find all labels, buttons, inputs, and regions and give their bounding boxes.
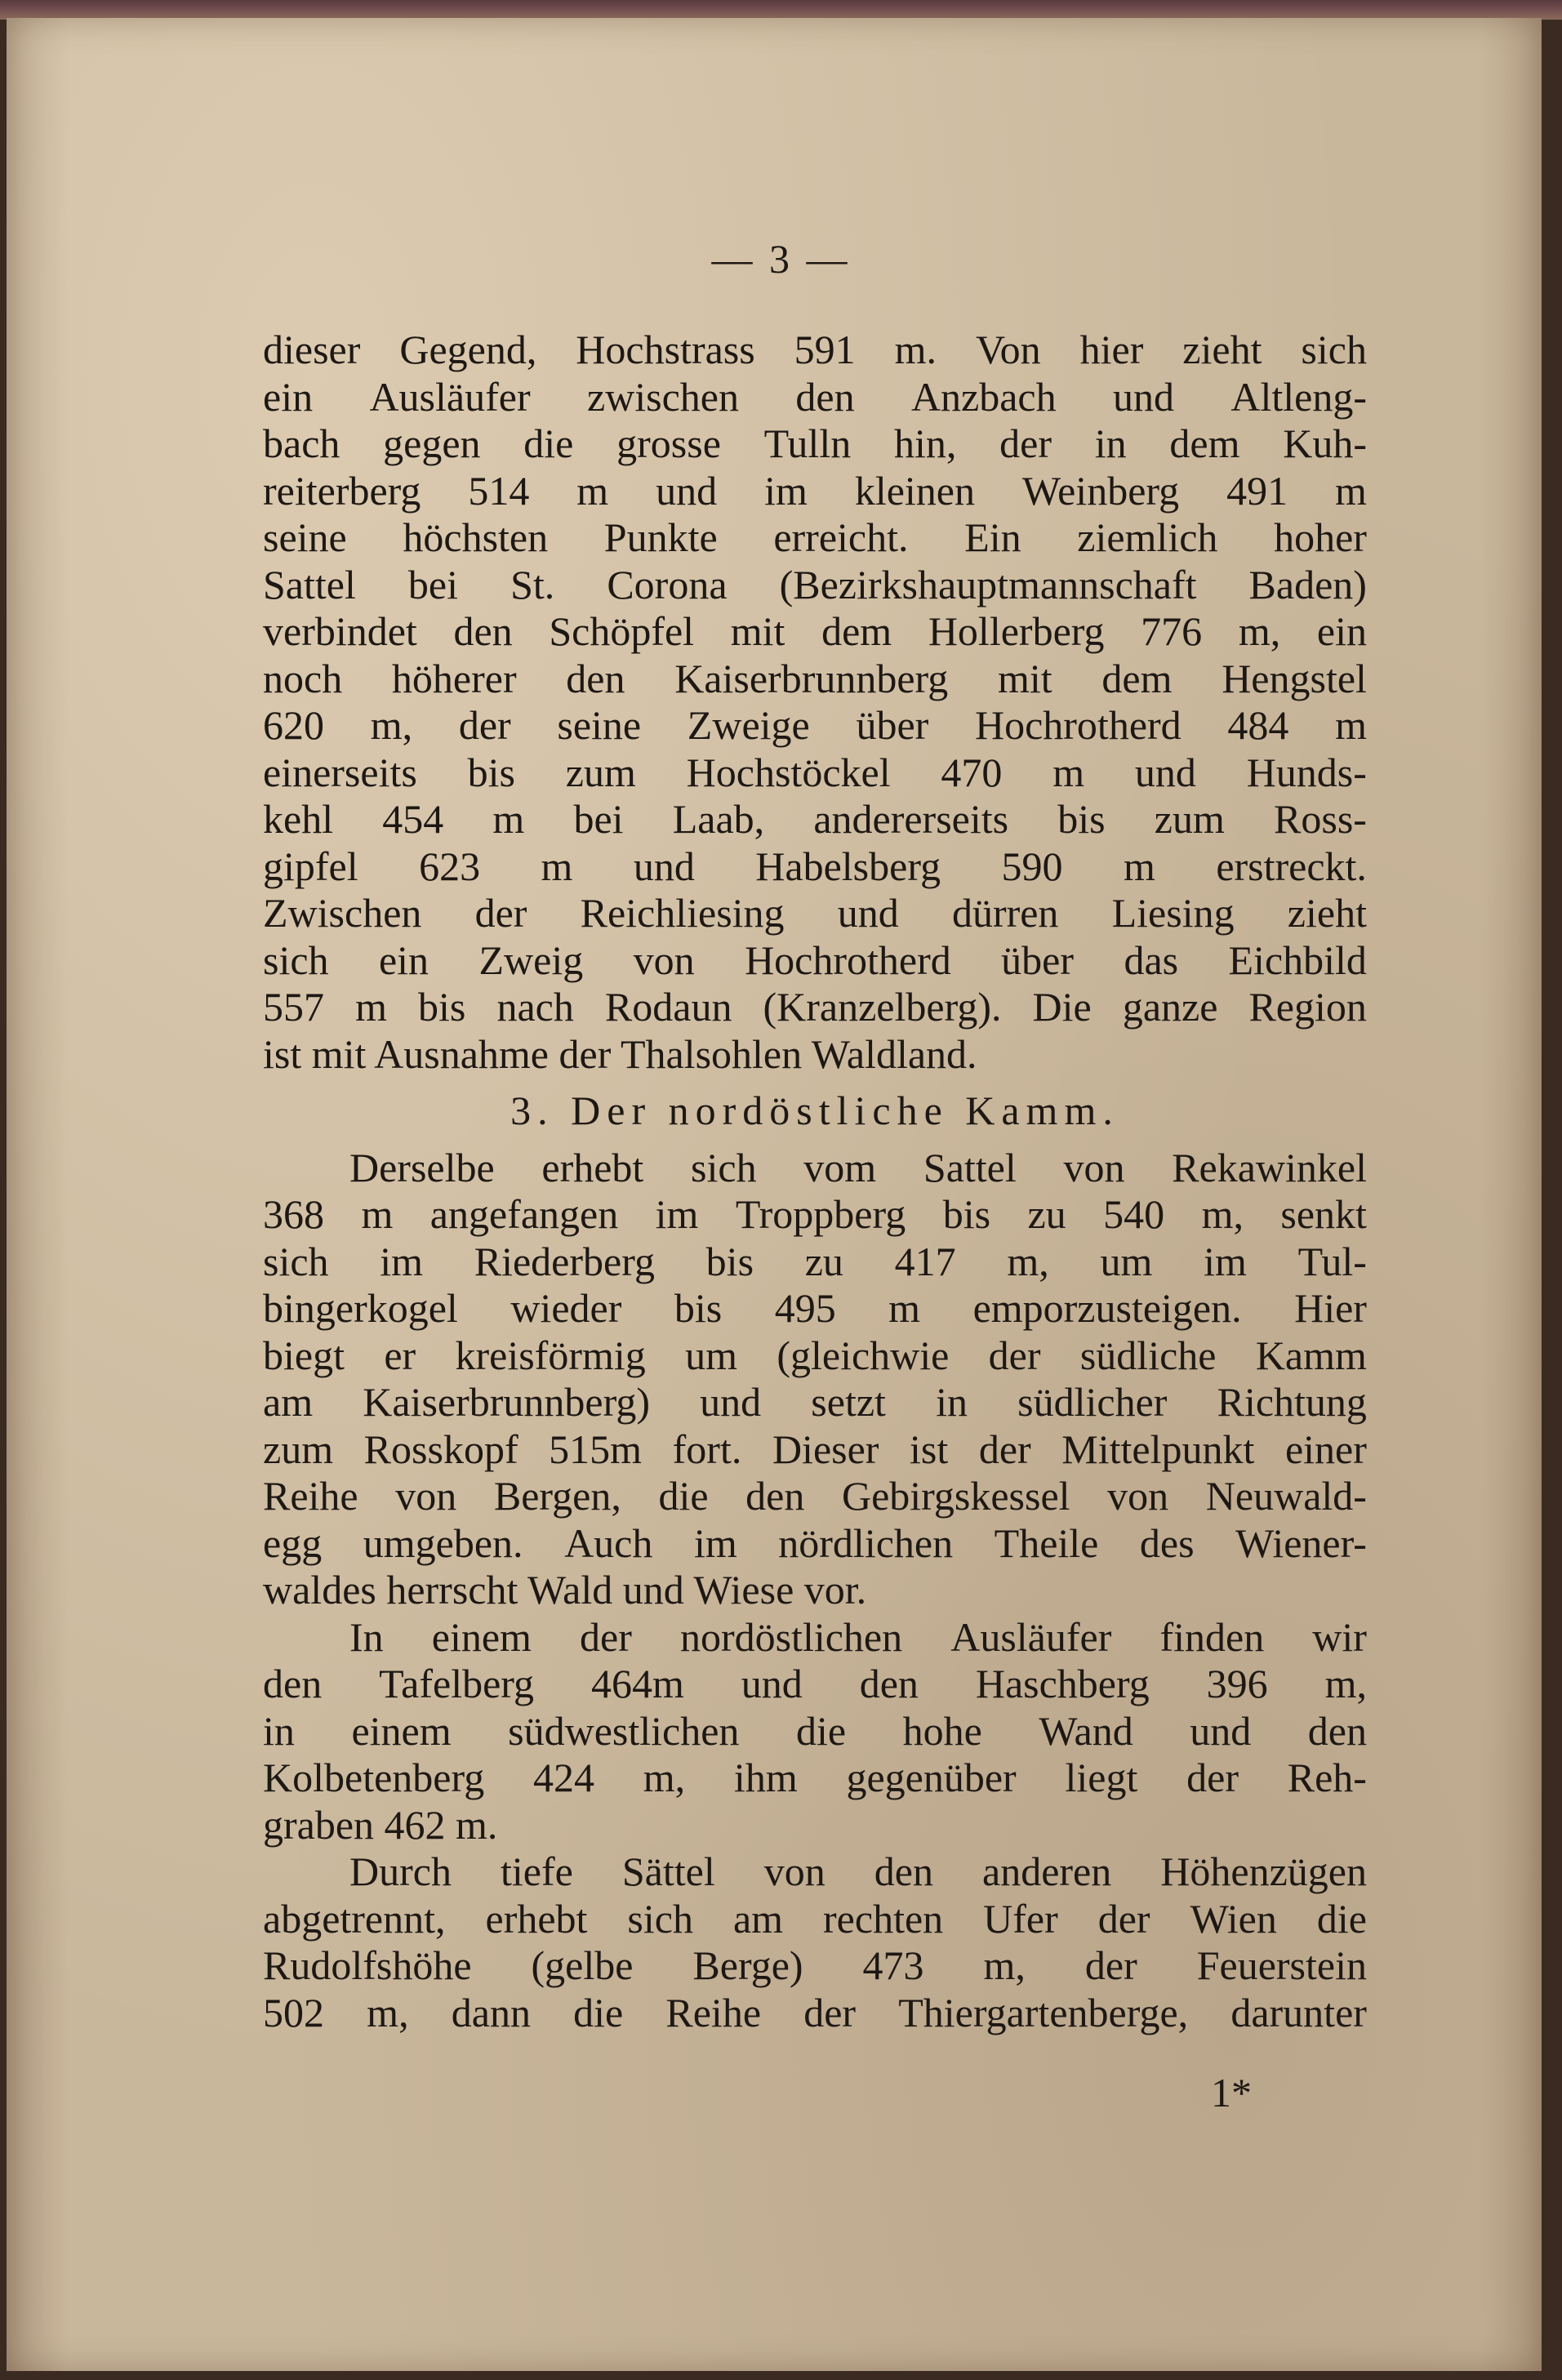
word: seine <box>557 702 642 748</box>
word: Haschberg <box>975 1661 1150 1706</box>
word: Feuerstein <box>1196 1942 1367 1988</box>
signature-mark: 1* <box>1211 2070 1252 2115</box>
word: die <box>1316 1895 1367 1942</box>
word: Richtung <box>1217 1379 1367 1425</box>
word: 470 <box>941 749 1003 795</box>
word: egg <box>263 1519 323 1566</box>
word: kleinen <box>854 467 975 514</box>
word: ist <box>910 1426 949 1472</box>
word: bis <box>942 1191 991 1237</box>
word: bei <box>573 796 624 842</box>
word: bis <box>467 749 515 795</box>
word: hier <box>1079 327 1144 372</box>
word: dürren <box>951 890 1059 936</box>
word: Altleng- <box>1230 373 1367 420</box>
word: den <box>859 1661 919 1706</box>
word: 623 <box>419 843 481 889</box>
word: Auch <box>564 1519 653 1566</box>
word: am <box>263 1379 314 1425</box>
word: umgeben. <box>363 1519 523 1566</box>
word: 454 <box>382 796 444 842</box>
word: (Kranzelberg). <box>763 984 1002 1030</box>
word: und <box>1190 1707 1252 1754</box>
word: grosse <box>616 420 721 466</box>
word: des <box>1139 1519 1195 1566</box>
word: den <box>263 1661 323 1706</box>
word: er <box>384 1332 416 1378</box>
text-line <box>263 514 1367 562</box>
word: Berge) <box>692 1942 803 1988</box>
word: von <box>763 1848 826 1894</box>
body-text <box>263 327 1367 2036</box>
word: ziemlich <box>1077 514 1218 560</box>
word: um <box>685 1332 737 1378</box>
word: verbindet <box>263 608 417 654</box>
text-line <box>263 374 1367 421</box>
word: im <box>380 1238 424 1284</box>
word: Sattel <box>263 561 356 607</box>
text-line <box>263 843 1367 891</box>
word: einem <box>431 1613 532 1660</box>
word: m <box>492 796 525 842</box>
word: bis <box>418 984 466 1030</box>
word: Troppberg <box>735 1191 906 1237</box>
text-line <box>263 702 1367 750</box>
word: Kaiserbrunnberg) <box>363 1379 650 1425</box>
word: 424 <box>532 1755 594 1800</box>
word: Die <box>1032 984 1092 1030</box>
word: 473 <box>862 1942 924 1988</box>
word: höherer <box>391 655 517 701</box>
text-line <box>263 1520 1367 1568</box>
word: einem <box>351 1707 452 1754</box>
word: Kamm <box>1255 1332 1367 1378</box>
word: ein <box>1316 608 1367 654</box>
word: den <box>566 655 625 701</box>
word: abgetrennt, <box>263 1895 446 1942</box>
word: Thiergartenberge, <box>898 1989 1189 2035</box>
word: zu <box>1027 1191 1066 1237</box>
text-line <box>263 1379 1367 1426</box>
word: erstreckt. <box>1216 843 1367 889</box>
word: In <box>349 1613 384 1660</box>
text-line <box>263 468 1367 515</box>
word: im <box>1204 1238 1247 1284</box>
word: Wand <box>1039 1707 1133 1754</box>
word: m. <box>894 327 937 372</box>
word: 515m <box>549 1426 643 1472</box>
word: Ausläufer <box>369 373 531 420</box>
word: m <box>361 1191 394 1237</box>
word: Zwischen <box>263 890 422 936</box>
word: m, <box>1238 608 1281 654</box>
word: sich <box>263 1238 329 1284</box>
word: wir <box>1312 1613 1367 1660</box>
word: m <box>1052 749 1085 795</box>
word: Hochrotherd <box>974 702 1182 748</box>
word: Kuh- <box>1283 420 1367 466</box>
book-edge <box>0 0 1562 20</box>
word: dem <box>1101 655 1173 701</box>
word: bingerkogel <box>263 1285 458 1331</box>
word: m, <box>370 702 413 748</box>
word: 776 <box>1141 608 1203 654</box>
word: vom <box>803 1144 877 1190</box>
word: der <box>978 1426 1031 1472</box>
text-line <box>263 1755 1367 1802</box>
word: setzt <box>811 1379 886 1425</box>
word: und <box>1134 749 1196 795</box>
word: 368 <box>263 1191 324 1237</box>
word: Bergen, <box>493 1473 621 1519</box>
word: 502 <box>263 1989 324 2035</box>
word: im <box>764 467 808 514</box>
word: Tulln <box>763 420 852 466</box>
word: nach <box>496 984 574 1030</box>
word: höchsten <box>403 514 549 560</box>
word: Schöpfel <box>549 608 695 654</box>
word: Dieser <box>772 1426 879 1472</box>
word: der <box>999 420 1052 466</box>
word: Von <box>975 327 1041 372</box>
word: nordöstlichen <box>679 1613 903 1660</box>
word: Zweige <box>687 702 810 748</box>
word: südliche <box>1079 1332 1217 1378</box>
word: bis <box>705 1238 754 1284</box>
word: 417 <box>894 1238 956 1284</box>
word: Hochrotherd <box>745 936 951 983</box>
word: Punkte <box>603 514 718 560</box>
word: (gelbe <box>531 1942 634 1988</box>
word: bei <box>407 561 459 607</box>
word: m <box>355 984 387 1030</box>
word: zieht <box>1182 327 1262 372</box>
word: den <box>453 608 513 654</box>
text-line <box>263 1942 1367 1990</box>
word: (gleichwie <box>777 1332 950 1378</box>
text-line <box>263 1708 1367 1755</box>
word: Reihe <box>665 1989 762 2035</box>
word: seine <box>263 514 347 560</box>
section-heading: 3. Der nordöstliche Kamm. <box>510 1088 1119 1133</box>
word: der <box>458 702 511 748</box>
word: Habelsberg <box>755 843 941 889</box>
word: dem <box>1169 420 1240 466</box>
word: erhebt <box>485 1895 588 1942</box>
word: Ausläufer <box>950 1613 1112 1660</box>
word: sich <box>691 1144 757 1190</box>
text-line <box>263 1332 1367 1380</box>
word: Gebirgskessel <box>841 1473 1070 1519</box>
word: erreicht. <box>773 514 909 560</box>
word: m <box>576 467 609 514</box>
word: Reh- <box>1287 1755 1367 1800</box>
text-line <box>263 656 1367 703</box>
word: Durch <box>349 1848 452 1894</box>
word: zu <box>804 1238 843 1284</box>
text-line <box>263 420 1367 468</box>
word: Hengstel <box>1222 655 1367 701</box>
word: m, <box>1324 1661 1367 1706</box>
word: m, <box>643 1755 686 1800</box>
word: Rekawinkel <box>1172 1144 1367 1190</box>
text-line <box>263 796 1367 843</box>
word: und <box>837 890 899 936</box>
word: die <box>523 420 574 466</box>
word: Riederberg <box>474 1238 655 1284</box>
word: sich <box>1301 327 1367 372</box>
word: Weinberg <box>1021 467 1180 514</box>
word: Corona <box>607 561 728 607</box>
text-line <box>263 608 1367 656</box>
word: nördlichen <box>778 1519 954 1566</box>
text-line <box>263 1473 1367 1520</box>
word: dieser <box>263 327 361 372</box>
word: Kaiserbrunnberg <box>674 655 949 701</box>
word: am <box>732 1895 784 1942</box>
word: Gegend, <box>399 327 537 372</box>
text-line <box>263 890 1367 937</box>
word: Kolbetenberg <box>263 1755 485 1800</box>
word: bach <box>263 420 340 466</box>
word: 514 <box>468 467 530 514</box>
word: Hochstrass <box>576 327 755 372</box>
word: noch <box>263 655 343 701</box>
word: 590 <box>1001 843 1063 889</box>
word: der <box>1097 1895 1150 1942</box>
word: Derselbe <box>349 1144 495 1190</box>
word: zum <box>263 1426 334 1472</box>
word: der <box>1186 1755 1239 1800</box>
text-line <box>263 1848 1367 1896</box>
word: Hollerberg <box>928 608 1105 654</box>
word: wieder <box>510 1285 622 1331</box>
word: Tafelberg <box>379 1661 535 1706</box>
word: Höhenzügen <box>1160 1848 1367 1894</box>
word: und <box>1112 373 1174 420</box>
word: Hochstöckel <box>686 749 891 795</box>
word: m <box>888 1285 921 1331</box>
word: reiterberg <box>263 467 421 514</box>
word: sich <box>627 1895 693 1942</box>
word: 484 <box>1227 702 1289 748</box>
text-line <box>263 1896 1367 1943</box>
word: hin, <box>893 420 957 466</box>
word: Ufer <box>983 1895 1058 1942</box>
word: gegenüber <box>846 1755 1017 1800</box>
word: in <box>936 1379 968 1425</box>
word: im <box>655 1191 699 1237</box>
word: m, <box>1201 1191 1244 1237</box>
word: Ross- <box>1274 796 1367 842</box>
word: anderen <box>982 1848 1112 1894</box>
word: Reichliesing <box>580 890 785 936</box>
text-line <box>263 1145 1367 1192</box>
word: den <box>874 1848 933 1894</box>
word: 591 <box>794 327 856 372</box>
word: von <box>395 1473 457 1519</box>
word: in <box>263 1707 295 1754</box>
word: darunter <box>1230 1989 1367 2035</box>
word: die <box>658 1473 709 1519</box>
word: Hier <box>1294 1285 1367 1331</box>
word: Mittelpunkt <box>1061 1426 1255 1472</box>
word: Theile <box>994 1519 1099 1566</box>
word: über <box>1001 936 1075 983</box>
word: zieht <box>1287 890 1367 936</box>
word: zwischen <box>586 373 740 420</box>
word: ganze <box>1122 984 1218 1030</box>
page-number: — 3 — <box>711 236 851 282</box>
word: rechten <box>823 1895 944 1942</box>
word: angefangen <box>429 1191 619 1237</box>
word: und <box>741 1661 803 1706</box>
word: die <box>573 1989 624 2035</box>
word: den <box>1307 1707 1367 1754</box>
word: Baden) <box>1248 561 1367 607</box>
word: m, <box>1007 1238 1049 1284</box>
text-line <box>263 1661 1367 1708</box>
word: hoher <box>1274 514 1367 560</box>
word: die <box>795 1707 847 1754</box>
word: Liesing <box>1111 890 1235 936</box>
word: dem <box>821 608 892 654</box>
word: dann <box>451 1989 531 2035</box>
text-line <box>263 1614 1367 1662</box>
word: m <box>1335 467 1367 514</box>
word: gipfel <box>263 843 358 889</box>
word: Hunds- <box>1246 749 1367 795</box>
text-line <box>263 1191 1367 1239</box>
word: Rodaun <box>604 984 732 1030</box>
text-line <box>263 562 1367 609</box>
word: südlicher <box>1017 1379 1168 1425</box>
word: und <box>633 843 695 889</box>
word: in <box>1094 420 1127 466</box>
word: über <box>856 702 929 748</box>
text-line <box>263 327 1367 374</box>
word: 495 <box>774 1285 836 1331</box>
word: Anzbach <box>910 373 1057 420</box>
word: von <box>1107 1473 1169 1519</box>
word: tiefe <box>500 1848 573 1894</box>
text-line <box>263 1426 1367 1474</box>
word: Laab, <box>672 796 765 842</box>
text-line: waldes herrscht Wald und Wiese vor. <box>263 1567 867 1613</box>
word: ein <box>378 936 429 983</box>
word: Wiener- <box>1235 1519 1367 1566</box>
word: 540 <box>1103 1191 1165 1237</box>
word: von <box>633 936 695 983</box>
word: und <box>700 1379 762 1425</box>
word: kreisförmig <box>455 1332 646 1378</box>
word: Reihe <box>263 1473 358 1519</box>
word: biegt <box>263 1332 345 1378</box>
text-line <box>263 984 1367 1031</box>
text-line <box>263 1285 1367 1332</box>
text-line <box>263 1990 1367 2037</box>
word: finden <box>1159 1613 1265 1660</box>
word: Sättel <box>621 1848 715 1894</box>
word: m <box>1335 702 1367 748</box>
word: andererseits <box>813 796 1009 842</box>
word: zum <box>1154 796 1225 842</box>
text-line <box>263 750 1367 797</box>
word: von <box>1063 1144 1125 1190</box>
word: den <box>795 373 855 420</box>
word: 620 <box>263 702 324 748</box>
word: ihm <box>733 1755 798 1800</box>
text-line <box>263 937 1367 985</box>
word: m, <box>983 1942 1026 1988</box>
word: bis <box>1057 796 1106 842</box>
word: einerseits <box>263 749 417 795</box>
word: kehl <box>263 796 334 842</box>
word: der <box>580 1613 632 1660</box>
word: Wien <box>1190 1895 1277 1942</box>
word: um <box>1100 1238 1153 1284</box>
text-line <box>263 1239 1367 1286</box>
word: mit <box>998 655 1052 701</box>
word: sich <box>263 936 329 983</box>
word: 396 <box>1206 1661 1268 1706</box>
word: emporzusteigen. <box>972 1285 1242 1331</box>
word: liegt <box>1065 1755 1138 1800</box>
word: m <box>541 843 573 889</box>
word: fort. <box>672 1426 742 1472</box>
word: Region <box>1248 984 1367 1030</box>
word: senkt <box>1280 1191 1367 1237</box>
word: mit <box>730 608 785 654</box>
word: im <box>693 1519 737 1566</box>
word: Ein <box>964 514 1021 560</box>
word: einer <box>1284 1426 1367 1472</box>
word: Rudolfshöhe <box>263 1942 472 1988</box>
word: hohe <box>902 1707 982 1754</box>
word: ein <box>263 373 314 420</box>
text-line: graben 462 m. <box>263 1801 498 1848</box>
word: gegen <box>383 420 481 466</box>
word: der <box>988 1332 1041 1378</box>
word: zum <box>565 749 636 795</box>
word: Neuwald- <box>1205 1473 1367 1519</box>
word: St. <box>510 561 555 607</box>
word: bis <box>674 1285 723 1331</box>
word: (Bezirkshauptmannschaft <box>779 561 1197 607</box>
word: Zweig <box>478 936 584 983</box>
text-line: ist mit Ausnahme der Thalsohlen Waldland. <box>263 1030 977 1077</box>
word: und <box>656 467 718 514</box>
word: erhebt <box>541 1144 644 1190</box>
word: Tul- <box>1297 1238 1367 1284</box>
word: 491 <box>1226 467 1288 514</box>
word: südwestlichen <box>508 1707 740 1754</box>
word: m <box>1123 843 1155 889</box>
word: m, <box>367 1989 409 2035</box>
word: der <box>803 1989 857 2035</box>
word: 464m <box>590 1661 684 1706</box>
word: der <box>474 890 527 936</box>
word: das <box>1124 936 1179 983</box>
word: Rosskopf <box>363 1426 518 1472</box>
word: der <box>1084 1942 1137 1988</box>
word: den <box>745 1473 805 1519</box>
word: Sattel <box>923 1144 1017 1190</box>
word: 557 <box>263 984 324 1030</box>
word: Eichbild <box>1228 936 1367 983</box>
